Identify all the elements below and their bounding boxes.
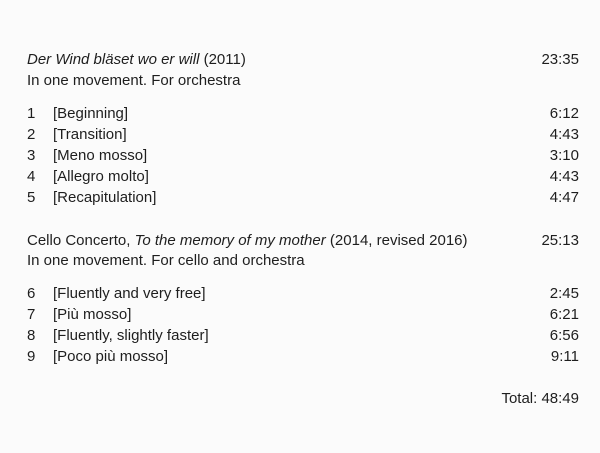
- work-1-duration: 23:35: [541, 51, 579, 68]
- track-duration: 9:11: [550, 348, 579, 365]
- work-1-title-line: [27, 50, 246, 70]
- track-duration: 4:47: [549, 189, 579, 206]
- track-title: [Beginning]: [53, 105, 129, 122]
- track-title: [Più mosso]: [53, 306, 132, 323]
- track-row: [27, 125, 579, 145]
- work-1-year: (2011): [199, 51, 246, 68]
- track-title: [Transition]: [53, 126, 127, 143]
- track-row: [27, 284, 579, 304]
- track-number: 9: [27, 348, 36, 365]
- track-number: 2: [27, 126, 36, 143]
- track-duration: 3:10: [549, 147, 579, 164]
- track-title: [Poco più mosso]: [53, 348, 169, 365]
- work-2-description: In one movement. For cello and orchestra: [27, 252, 305, 269]
- track-number: 1: [27, 105, 36, 122]
- track-duration: 4:43: [549, 126, 579, 143]
- track-number: 6: [27, 285, 36, 302]
- track-number: 7: [27, 306, 36, 323]
- work-2-title-line: [27, 231, 468, 251]
- total-duration: Total: 48:49: [501, 390, 579, 407]
- work-1-title: Der Wind bläset wo er will: [27, 51, 200, 68]
- track-row: [27, 347, 579, 367]
- track-duration: 6:56: [549, 327, 579, 344]
- work-1-description: In one movement. For orchestra: [27, 72, 241, 89]
- track-duration: 6:12: [549, 105, 579, 122]
- track-title: [Recapitulation]: [53, 189, 157, 206]
- track-title: [Meno mosso]: [53, 147, 148, 164]
- track-row: [27, 326, 579, 346]
- track-row: [27, 305, 579, 325]
- track-duration: 6:21: [549, 306, 579, 323]
- track-row: [27, 188, 579, 208]
- track-row: [27, 146, 579, 166]
- track-duration: 2:45: [549, 285, 579, 302]
- work-2-duration: 25:13: [541, 232, 579, 249]
- track-number: 3: [27, 147, 36, 164]
- work-2-heading: [27, 231, 579, 251]
- track-title: [Fluently, slightly faster]: [53, 327, 209, 344]
- track-title: [Allegro molto]: [53, 168, 149, 185]
- track-title: [Fluently and very free]: [53, 285, 206, 302]
- work-2-title-prefix: Cello Concerto,: [27, 232, 135, 249]
- track-number: 5: [27, 189, 36, 206]
- track-number: 4: [27, 168, 36, 185]
- track-duration: 4:43: [549, 168, 579, 185]
- work-2-year: (2014, revised 2016): [325, 232, 468, 249]
- work-1-heading: [27, 50, 579, 70]
- track-row: [27, 167, 579, 187]
- track-row: [27, 104, 579, 124]
- track-number: 8: [27, 327, 36, 344]
- work-2-title: To the memory of my mother: [134, 232, 326, 249]
